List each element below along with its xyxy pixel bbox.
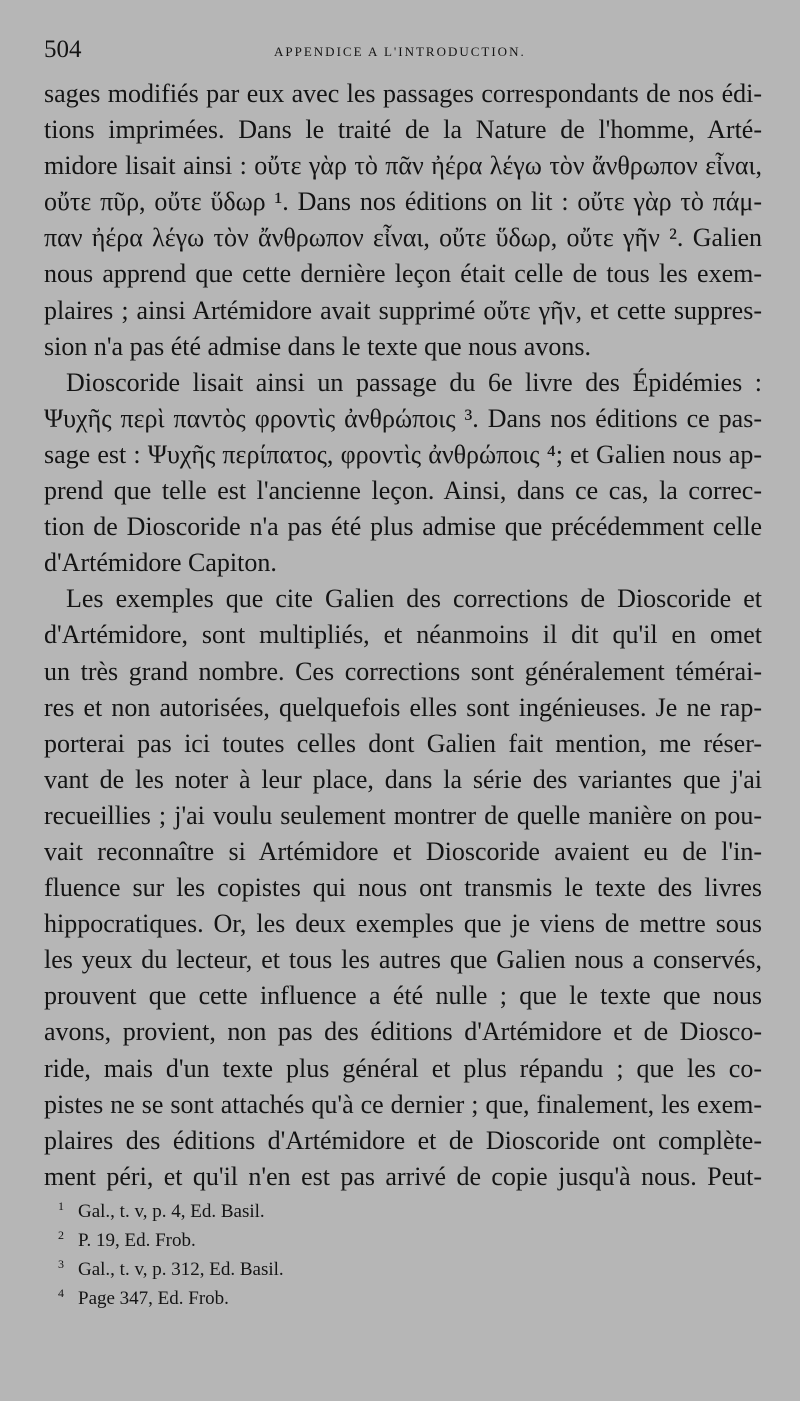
text-line: sages modifiés par eux avec les passages correspondants de nos édi-: [44, 79, 762, 108]
text-line: ride, mais d'un texte plus général et plus répandu ; que les co-: [44, 1053, 762, 1083]
text-line: porterai pas ici toutes celles dont Galien fait mention, me réser-: [44, 728, 762, 758]
footnote-number: 2: [58, 1228, 64, 1242]
text-line: hippocratiques. Or, les deux exemples que je viens de mettre sous: [44, 909, 762, 939]
text-line: sage est : Ψυχῆς περίπατος, φροντὶς ἀνθρώποις ⁴; et Galien nous ap-: [44, 439, 762, 469]
text-line: Dioscoride lisait ainsi un passage du 6e livre des Épidémies :: [66, 367, 762, 397]
text-line: un très grand nombre. Ces corrections sont généralement témérai-: [44, 656, 762, 686]
footnote-number: 4: [58, 1286, 64, 1300]
running-head: APPENDICE A L'INTRODUCTION.: [274, 44, 526, 59]
text-line: vant de les noter à leur place, dans la série des variantes que j'ai: [44, 764, 762, 794]
text-line: tion de Dioscoride n'a pas été plus admise que précédemment celle: [44, 512, 762, 542]
text-line: fluence sur les copistes qui nous ont transmis le texte des livres: [44, 873, 762, 903]
footnote-number: 3: [58, 1257, 64, 1271]
text-line: παν ἠέρα λέγω τὸν ἄνθρωπον εἶναι, οὔτε ὕδωρ, οὔτε γῆν ². Galien: [44, 223, 762, 253]
footnote-text: Gal., t. v, p. 312, Ed. Basil.: [78, 1259, 284, 1280]
text-line: d'Artémidore, sont multipliés, et néanmoins il dit qu'il en omet: [44, 620, 762, 650]
page-number: 504: [44, 36, 82, 63]
text-line: Ψυχῆς περὶ παντὸς φροντὶς ἀνθρώποις ³. Dans nos éditions ce pas-: [44, 403, 762, 433]
footnote-text: P. 19, Ed. Frob.: [78, 1230, 196, 1251]
text-line: sion n'a pas été admise dans le texte que nous avons.: [44, 331, 591, 361]
body-text: [44, 76, 762, 1195]
text-line: prouvent que cette influence a été nulle ; que le texte que nous: [44, 981, 762, 1011]
text-line: recueillies ; j'ai voulu seulement montrer de quelle manière on pou-: [44, 800, 762, 830]
text-line: Les exemples que cite Galien des corrections de Dioscoride et: [66, 584, 762, 614]
footnote-text: Gal., t. v, p. 4, Ed. Basil.: [78, 1201, 265, 1222]
footnotes: [58, 1192, 458, 1308]
footnote: [58, 1221, 458, 1250]
text-line: avons, provient, non pas des éditions d'Artémidore et de Diosco-: [44, 1017, 762, 1047]
text-line: plaires ; ainsi Artémidore avait supprimé οὔτε γῆν, et cette suppres-: [44, 295, 762, 325]
text-line: prend que telle est l'ancienne leçon. Ainsi, dans ce cas, la correc-: [44, 476, 762, 506]
text-line: οὔτε πῦρ, οὔτε ὕδωρ ¹. Dans nos éditions on lit : οὔτε γὰρ τὸ πάμ-: [44, 187, 762, 217]
text-line: plaires des éditions d'Artémidore et de Dioscoride ont complète-: [44, 1125, 762, 1155]
footnote: [58, 1192, 458, 1221]
text-line: ment péri, et qu'il n'en est pas arrivé de copie jusqu'à nous. Peut-: [44, 1161, 762, 1191]
page-header: [44, 36, 756, 70]
footnote: [58, 1250, 458, 1279]
text-line: nous apprend que cette dernière leçon était celle de tous les exem-: [44, 259, 762, 289]
footnote-number: 1: [58, 1199, 64, 1213]
text-line: vait reconnaître si Artémidore et Dioscoride avaient eu de l'in-: [44, 836, 762, 866]
footnote: [58, 1279, 458, 1308]
text-line: res et non autorisées, quelquefois elles sont ingénieuses. Je ne rap-: [44, 692, 762, 722]
text-line: d'Artémidore Capiton.: [44, 548, 277, 578]
footnote-text: Page 347, Ed. Frob.: [78, 1288, 229, 1309]
text-line: les yeux du lecteur, et tous les autres que Galien nous a conservés,: [44, 945, 762, 975]
text-line: pistes ne se sont attachés qu'à ce dernier ; que, finalement, les exem-: [44, 1089, 762, 1119]
text-line: tions imprimées. Dans le traité de la Nature de l'homme, Arté-: [44, 115, 762, 145]
text-line: midore lisait ainsi : οὔτε γὰρ τὸ πᾶν ἠέρα λέγω τὸν ἄνθρωπον εἶναι,: [44, 151, 762, 181]
